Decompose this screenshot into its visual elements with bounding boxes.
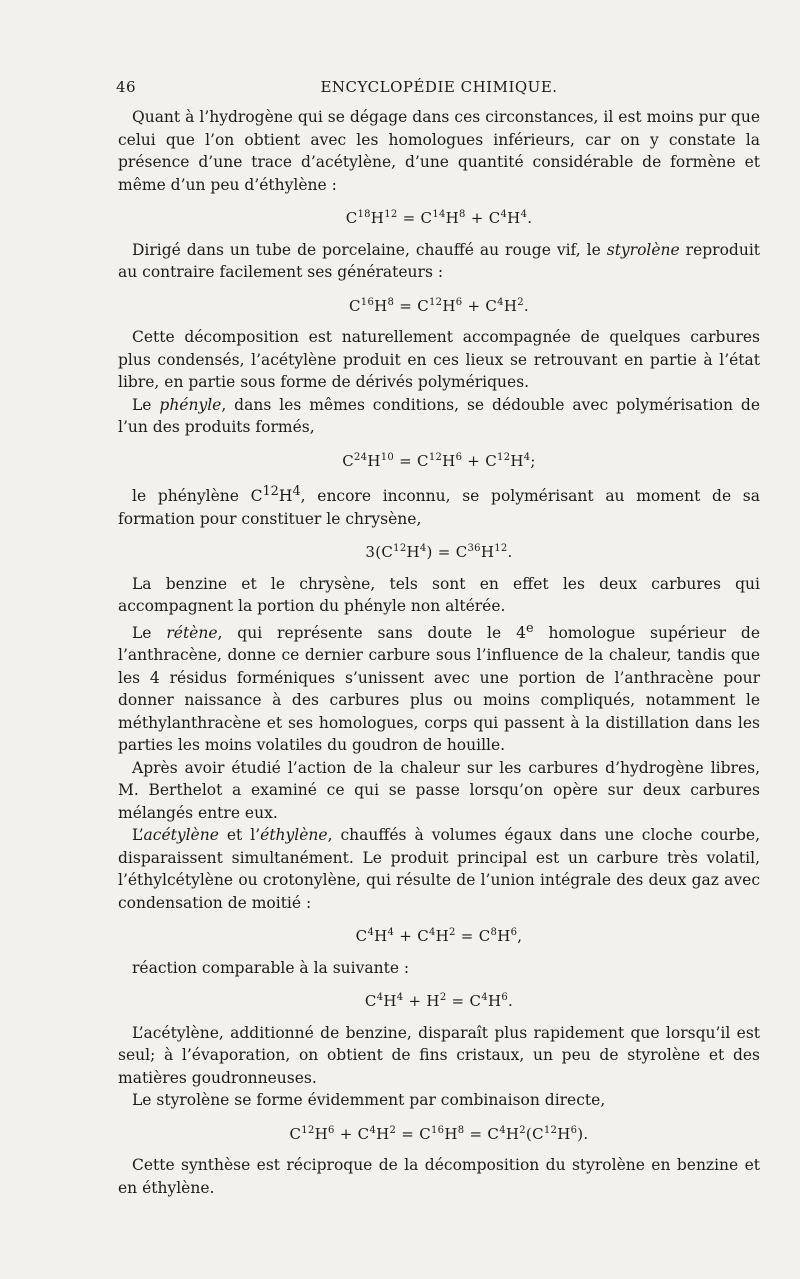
paragraph: La benzine et le chrysène, tels sont en effet les deux carbures qui accompagnent la portion du phényle non altérée.	[118, 574, 760, 616]
paragraph: Le styrolène se forme évidemment par combinaison directe,	[132, 1091, 606, 1110]
paragraph: L’acétylène, additionné de benzine, disparaît plus rapidement que lorsqu’il est seul; à l’évaporation, on obtient de fins cristaux, un peu de styrolène et des matières goudronneuses.	[118, 1023, 760, 1087]
formula: $C^4H^4 + C^4H^2 = C^8H^6$,	[355, 927, 523, 946]
page-header	[118, 78, 760, 106]
text-body	[118, 106, 760, 1199]
paragraph: Dirigé dans un tube de porcelaine, chauffé au rouge vif, le styrolène reproduit au contraire facilement ses générateurs :	[118, 240, 761, 281]
paragraph: Le phényle, dans les mêmes conditions, se dédouble avec polymérisation de l’un des produits formés,	[118, 395, 760, 436]
formula: $C^4H^4 + H^2 = C^4H^6$.	[364, 992, 514, 1011]
paragraph: le phénylène $C^{12}H^4$, encore inconnu, se polymérisant au moment de sa formation pour constituer le chrysène,	[118, 484, 760, 528]
running-title: ENCYCLOPÉDIE CHIMIQUE.	[320, 78, 558, 96]
paragraph: Cette décomposition est naturellement accompagnée de quelques carbures plus condensés, l’acétylène produit en ces lieux se retrouvant en partie à l’état libre, en partie sous forme de dérivés polymériques.	[118, 328, 760, 391]
paragraph: Quant à l’hydrogène qui se dégage dans ces circonstances, il est moins pur que celui que l’on obtient avec les homologues inférieurs, car on y constate la présence d’une trace d’acétylène, d’une quantité considérable de formène et même d’un peu d’éthylène :	[118, 108, 760, 194]
paragraph: Après avoir étudié l’action de la chaleur sur les carbures d’hydrogène libres, M. Berthelot a examiné ce qui se passe lorsqu’on opère sur deux carbures mélangés entre eux.	[118, 758, 760, 822]
paragraph: réaction comparable à la suivante :	[132, 958, 410, 977]
formula: $C^{16}H^8 = C^{12}H^6 + C^4H^2$.	[349, 296, 529, 315]
formula: $C^{24}H^{10} = C^{12}H^6 + C^{12}H^4$;	[342, 451, 536, 470]
formula: $C^{18}H^{12} = C^{14}H^8 + C^4H^4$.	[345, 209, 533, 227]
formula: $3(C^{12}H^4) = C^{36}H^{12}$.	[365, 543, 513, 562]
formula: $C^{12}H^6 + C^4H^2 = C^{16}H^8 = C^4H^2(C^{12}H^6)$.	[289, 1124, 589, 1143]
page-number: 46	[116, 78, 137, 96]
paragraph: L’acétylène et l’éthylène, chauffés à volumes égaux dans une cloche courbe, disparaissent simultanément. Le produit principal est un carbure très volatil, l’éthylcétylène ou crotonylène, qui résulte de l’union intégrale des deux gaz avec condensation de moitié :	[118, 826, 760, 912]
paragraph: Le rétène, qui représente sans doute le 4e homologue supérieur de l’anthracène, donne ce dernier carbure sous l’influence de la chaleur, tandis que les 4 résidus forméniques s’unissent avec une portion de l’anthracène pour donner naissance à des carbures plus ou moins compliqués, notamment le méthylanthracène et ses homologues, corps qui passent à la distillation dans les parties les moins volatiles du goudron de houille.	[118, 620, 760, 755]
paragraph: Cette synthèse est réciproque de la décomposition du styrolène en benzine et en éthylène.	[118, 1156, 760, 1197]
